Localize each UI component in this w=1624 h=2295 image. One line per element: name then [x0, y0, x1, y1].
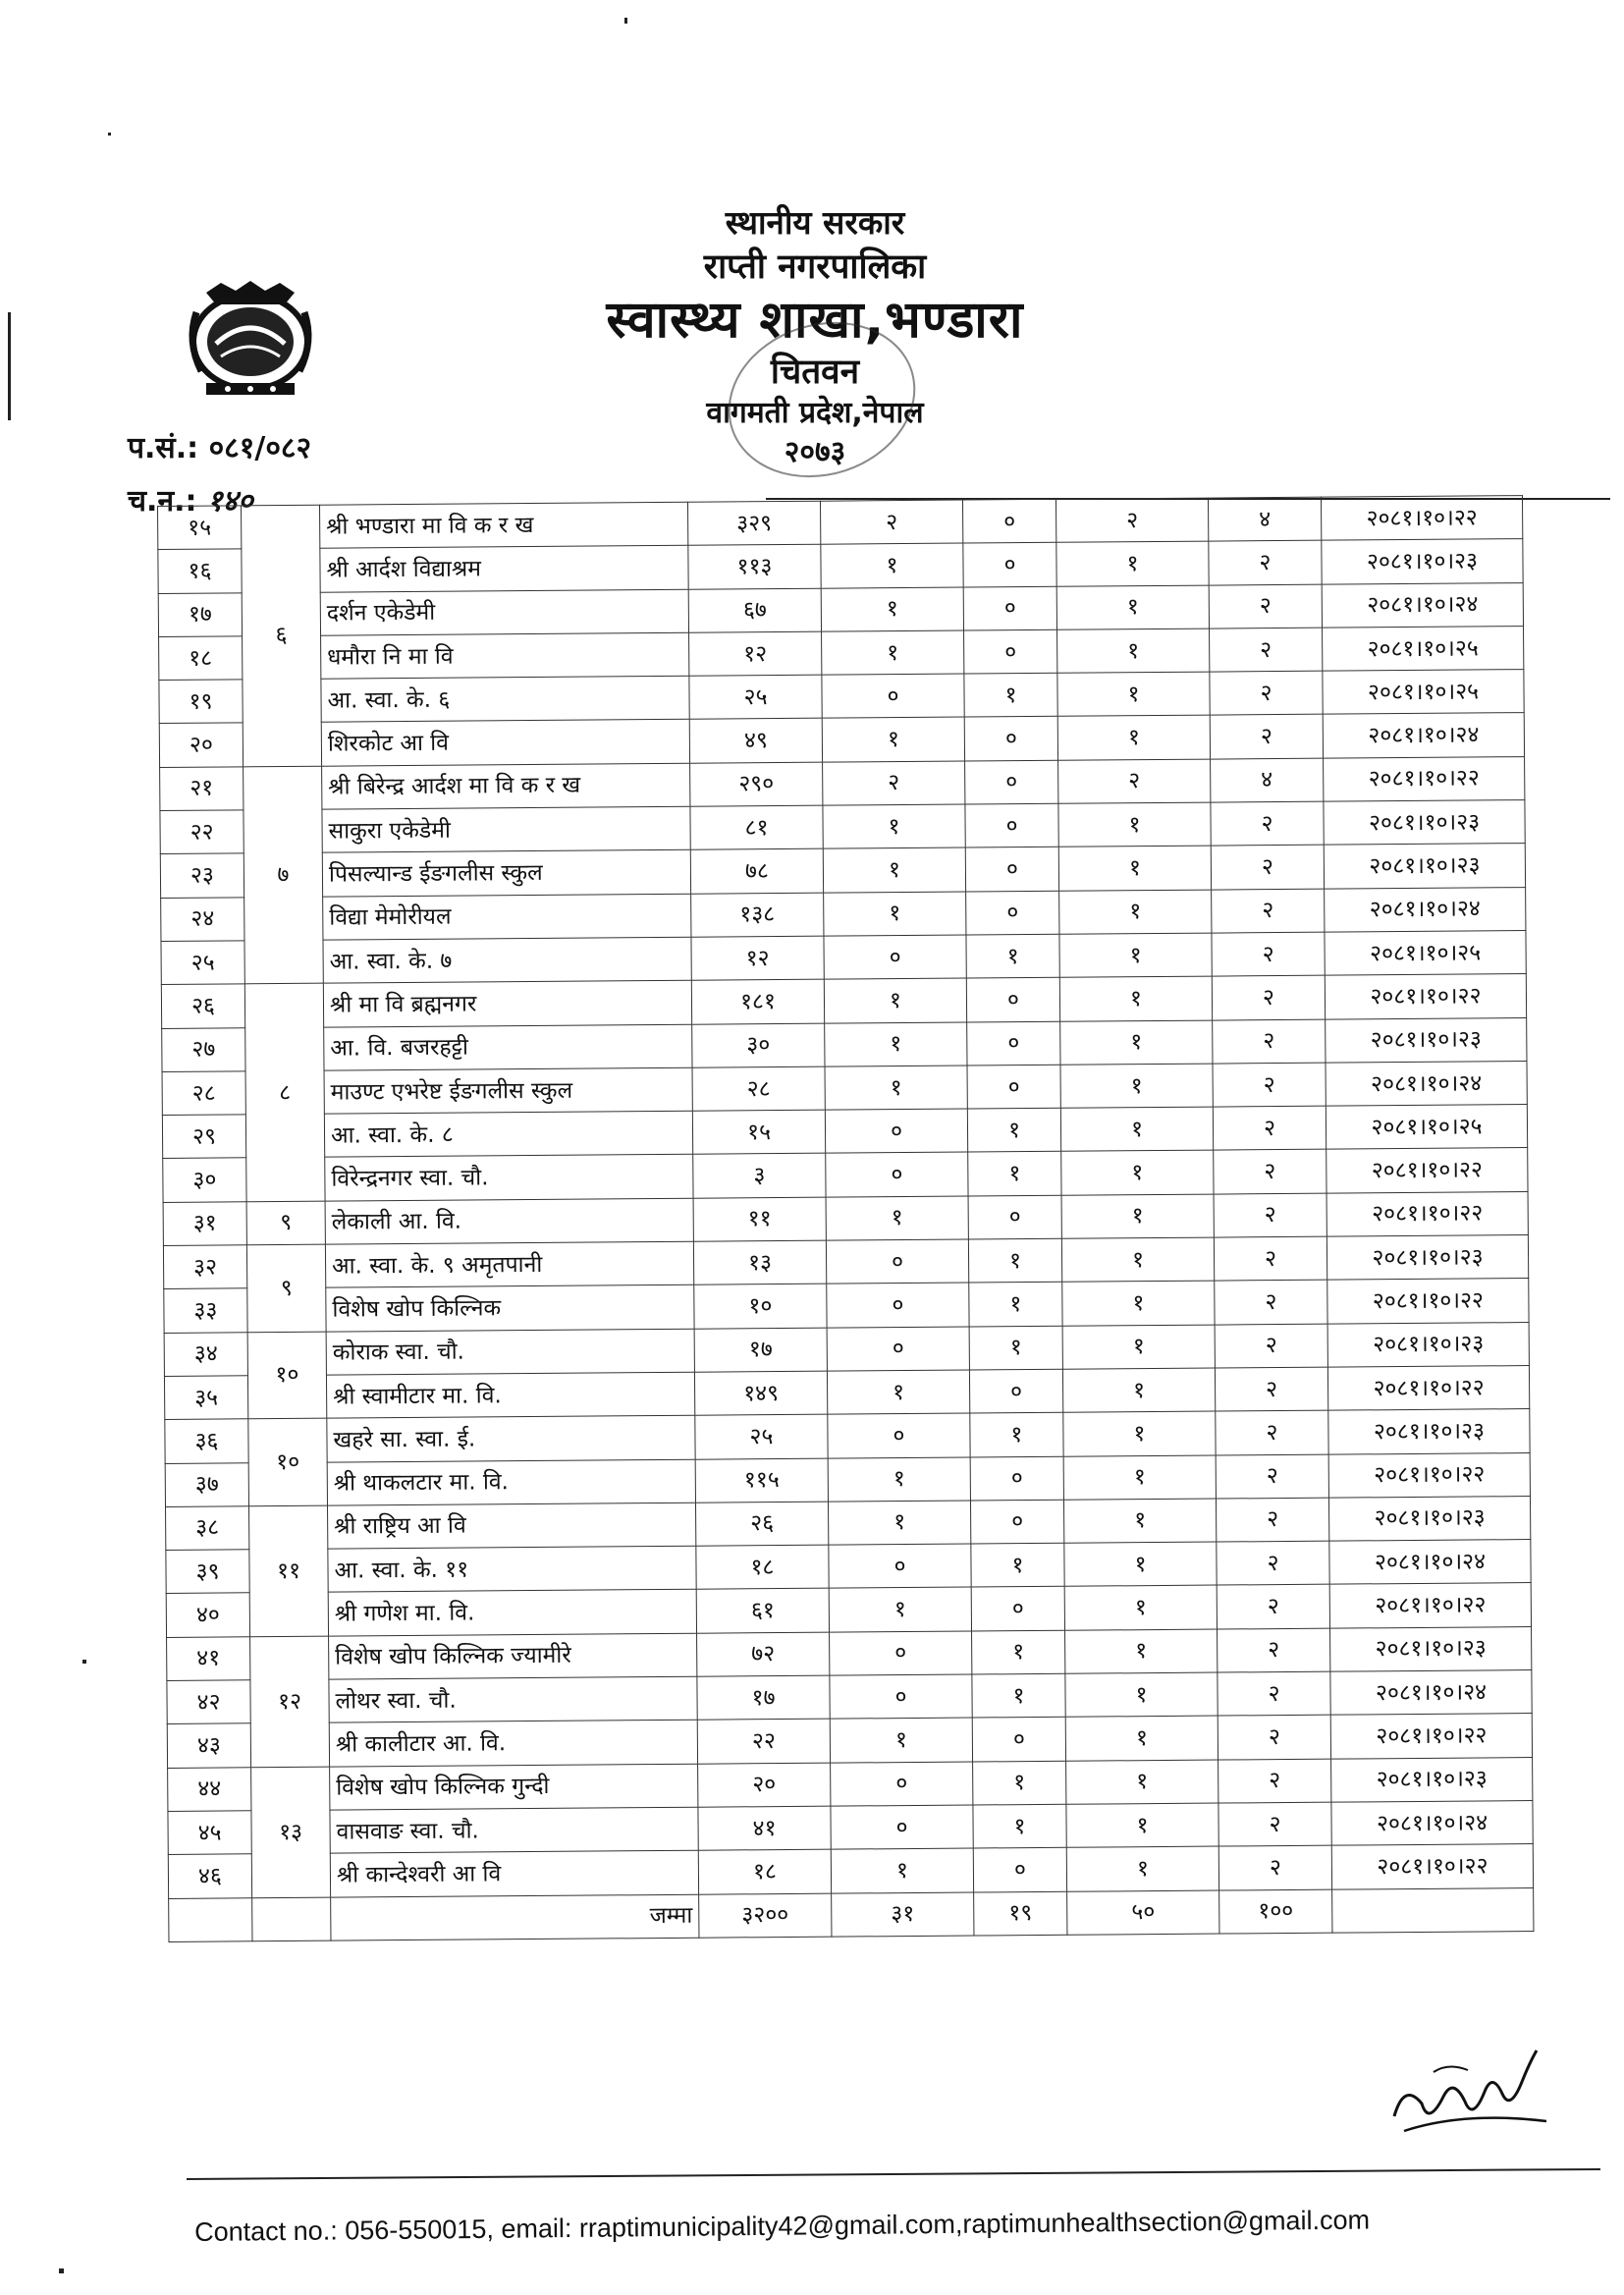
footer-contact: Contact no.: 056-550015, email: rraptimunicipality42@gmail.com,raptimunhealthsection@gmail.com: [194, 2205, 1371, 2247]
quantity-col3-cell: १: [1062, 1281, 1215, 1326]
quantity-col3-cell: १: [1066, 1760, 1218, 1805]
serial-number-cell: ३४: [164, 1332, 247, 1376]
quantity-col1-cell: १: [828, 1501, 970, 1545]
quantity-col4-cell: २: [1212, 975, 1325, 1019]
distribution-date-cell: २०८१।१०।२३: [1322, 539, 1523, 584]
institution-name-cell: श्री स्वामीटार मा. वि.: [326, 1372, 694, 1418]
institution-name-cell: आ. स्वा. के. ८: [324, 1111, 692, 1157]
quantity-col1-cell: १: [823, 847, 965, 892]
distribution-table: [157, 495, 1534, 1942]
distribution-date-cell: २०८१।१०।२४: [1329, 1540, 1531, 1585]
institution-name-cell: आ. वि. बजरहट्टी: [324, 1024, 692, 1070]
total-quantity-cell: ७८: [690, 849, 823, 894]
serial-number-cell: १८: [159, 636, 243, 681]
institution-name-cell: शिरकोट आ वि: [321, 720, 689, 766]
quantity-col3-cell: १: [1063, 1455, 1216, 1501]
distribution-date-cell: २०८१।१०।२२: [1326, 1191, 1528, 1236]
institution-name-cell: श्री कान्देश्वरी आ वि: [330, 1850, 698, 1896]
quantity-col1-cell: १: [823, 804, 965, 848]
total-quantity-cell: १७: [697, 1675, 830, 1720]
distribution-date-cell: २०८१।१०।२२: [1329, 1583, 1531, 1628]
header-province: वागमती प्रदेश,नेपाल: [706, 396, 924, 430]
scan-mark-dot: [82, 1660, 86, 1664]
header-government-level: स्थानीय सरकार: [725, 203, 905, 242]
distribution-date-cell: २०८१।१०।२५: [1325, 931, 1526, 976]
total-quantity-cell: २०: [698, 1763, 831, 1807]
quantity-col3-cell: १: [1058, 846, 1211, 891]
quantity-col3-cell: १: [1057, 628, 1210, 674]
quantity-col4-cell: २: [1211, 801, 1324, 846]
institution-name-cell: विशेष खोप किल्निक ज्यामीरे: [329, 1633, 697, 1679]
serial-number-cell: ४०: [166, 1593, 249, 1637]
quantity-col4-cell: २: [1215, 1324, 1327, 1368]
letter-number-value: ०८१/०८२: [208, 431, 312, 465]
quantity-col1-cell: ०: [824, 935, 966, 979]
distribution-date-cell: २०८१।१०।२४: [1323, 713, 1524, 758]
total-quantity-cell: ११: [693, 1197, 826, 1241]
quantity-col4-cell: २: [1213, 1019, 1326, 1064]
institution-name-cell: विरेन्द्रनगर स्वा. चौ.: [325, 1155, 693, 1201]
quantity-col4-cell: २: [1214, 1193, 1326, 1237]
quantity-col2-cell: १: [969, 1326, 1062, 1370]
distribution-date-cell: २०८१।१०।२३: [1330, 1626, 1532, 1671]
quantity-col1-cell: ०: [831, 1762, 973, 1806]
quantity-col1-cell: ०: [827, 1283, 969, 1327]
quantity-col1-cell: ०: [829, 1544, 971, 1588]
quantity-col1-cell: १: [822, 630, 964, 675]
quantity-col3-cell: १: [1058, 802, 1211, 847]
scan-mark-dot: [59, 2268, 64, 2273]
total-quantity-cell: ६१: [696, 1589, 829, 1633]
quantity-col2-cell: ०: [965, 803, 1058, 847]
total-quantity-cell: २९०: [690, 762, 823, 806]
quantity-col1-cell: ०: [827, 1327, 969, 1371]
distribution-date-cell: २०८१।१०।२४: [1322, 582, 1523, 628]
quantity-col3-cell: १: [1066, 1803, 1218, 1848]
serial-number-cell: १६: [158, 549, 242, 593]
total-quantity-cell: १३: [693, 1240, 826, 1284]
quantity-col4-cell: २: [1210, 671, 1323, 715]
quantity-col2-cell: १: [966, 934, 1059, 978]
distribution-date-cell: २०८१।१०।२३: [1331, 1757, 1533, 1802]
quantity-col4-cell: २: [1217, 1541, 1329, 1585]
dispatch-number-value: १४०: [206, 484, 253, 519]
total-quantity-cell: ३०: [692, 1023, 825, 1067]
quantity-col4-cell: २: [1210, 715, 1323, 759]
distribution-date-cell: २०८१।१०।२२: [1331, 1844, 1533, 1889]
quantity-col2-cell: १: [968, 1152, 1061, 1196]
distribution-date-cell: २०८१।१०।२४: [1325, 887, 1526, 932]
distribution-date-cell: २०८१।१०।२३: [1324, 800, 1525, 846]
totals-row: [169, 1887, 1534, 1941]
serial-number-cell: २३: [160, 853, 244, 898]
serial-number-cell: ३७: [165, 1462, 248, 1506]
quantity-col2-cell: १: [972, 1630, 1065, 1674]
institution-name-cell: श्री राष्ट्रिय आ वि: [328, 1503, 696, 1549]
quantity-col4-cell: २: [1209, 540, 1322, 584]
quantity-col2-cell: १: [972, 1673, 1065, 1718]
quantity-col1-cell: १: [828, 1457, 970, 1502]
quantity-col4-cell: २: [1218, 1845, 1331, 1889]
quantity-col3-cell: १: [1057, 716, 1210, 761]
total-quantity-cell: १८१: [691, 979, 824, 1023]
serial-number-cell: २८: [162, 1071, 245, 1116]
serial-number-cell: ४३: [167, 1723, 250, 1768]
quantity-col2-cell: ०: [971, 1587, 1064, 1631]
quantity-col1-cell: १: [824, 892, 966, 936]
serial-number-cell: २०: [159, 723, 243, 767]
quantity-col3-cell: १: [1059, 933, 1212, 978]
quantity-col3-cell: १: [1060, 1020, 1213, 1066]
ward-number-cell: १२: [250, 1636, 330, 1768]
distribution-date-cell: २०८१।१०।२३: [1326, 1017, 1527, 1063]
quantity-col2-cell: ०: [966, 978, 1059, 1022]
quantity-col1-cell: ०: [822, 674, 964, 718]
quantity-col3-cell: १: [1057, 672, 1210, 717]
scan-mark-left-edge: [8, 312, 11, 420]
institution-name-cell: माउण्ट एभरेष्ट ईङगलीस स्कुल: [324, 1067, 692, 1114]
quantity-col4-cell: २: [1214, 1150, 1326, 1194]
total-quantity-cell: १८: [696, 1545, 829, 1589]
institution-name-cell: श्री भण्डारा मा वि क र ख: [319, 502, 687, 548]
quantity-col4-cell: २: [1215, 1367, 1327, 1411]
distribution-date-cell: २०८१।१०।२२: [1327, 1365, 1529, 1410]
quantity-col2-cell: ०: [964, 629, 1057, 674]
quantity-col3-cell: २: [1056, 498, 1208, 543]
quantity-col1-cell: ०: [831, 1805, 973, 1849]
institution-name-cell: श्री मा वि ब्रह्मनगर: [323, 981, 691, 1027]
signature-icon: [1375, 2043, 1561, 2151]
total-col2-cell: १९: [974, 1891, 1067, 1936]
scan-mark-dot: [624, 18, 627, 24]
institution-name-cell: आ. स्वा. के. ६: [321, 676, 689, 722]
quantity-col2-cell: ०: [963, 586, 1056, 630]
total-col1-cell: ३१: [832, 1892, 974, 1937]
total-quantity-cell: ३२९: [687, 501, 820, 545]
total-quantity-cell: ४१: [698, 1806, 831, 1850]
quantity-col1-cell: ०: [826, 1152, 968, 1196]
distribution-date-cell: २०८१।१०।२४: [1326, 1061, 1527, 1106]
quantity-col4-cell: २: [1218, 1802, 1331, 1846]
distribution-date-cell: २०८१।१०।२२: [1325, 974, 1526, 1019]
total-quantity-cell: ८१: [690, 805, 823, 849]
institution-name-cell: श्री गणेश मा. वि.: [328, 1590, 696, 1636]
grand-total-cell: ३२००: [699, 1893, 832, 1938]
total-quantity-cell: १५: [692, 1110, 825, 1154]
total-col3-cell: ५०: [1067, 1890, 1219, 1936]
quantity-col1-cell: १: [831, 1848, 973, 1892]
serial-number-cell: ३५: [164, 1376, 247, 1420]
distribution-date-cell: २०८१।१०।२३: [1326, 1235, 1528, 1281]
quantity-col2-cell: ०: [965, 847, 1058, 892]
quantity-col4-cell: २: [1216, 1410, 1328, 1454]
quantity-col3-cell: १: [1056, 585, 1209, 630]
quantity-col1-cell: १: [821, 587, 963, 631]
serial-number-cell: ३३: [164, 1288, 247, 1333]
total-quantity-cell: २५: [695, 1414, 828, 1458]
quantity-col1-cell: १: [827, 1370, 969, 1414]
total-quantity-cell: २८: [692, 1066, 825, 1111]
institution-name-cell: वासवाङ स्वा. चौ.: [330, 1807, 698, 1853]
institution-name-cell: लोथर स्वा. चौ.: [329, 1676, 697, 1722]
scan-mark-dot: [108, 133, 111, 136]
government-emblem-icon: [177, 273, 324, 406]
quantity-col4-cell: २: [1213, 1063, 1326, 1107]
institution-name-cell: धमौरा नि मा वि: [321, 632, 689, 679]
distribution-date-cell: २०८१।१०।२४: [1330, 1670, 1532, 1716]
quantity-col4-cell: २: [1209, 584, 1322, 628]
quantity-col1-cell: १: [822, 718, 964, 762]
quantity-col3-cell: १: [1059, 890, 1212, 935]
institution-name-cell: पिसल्यान्ड ईङगलीस स्कुल: [322, 850, 690, 897]
total-quantity-cell: ११३: [688, 544, 821, 588]
letter-number-line: [128, 422, 311, 475]
serial-number-cell: २६: [161, 984, 244, 1028]
serial-number-cell: २७: [162, 1027, 245, 1071]
quantity-col4-cell: २: [1218, 1759, 1331, 1803]
totals-empty-cell: [1332, 1887, 1534, 1933]
quantity-col2-cell: १: [973, 1761, 1066, 1805]
quantity-col4-cell: २: [1213, 1106, 1326, 1150]
quantity-col3-cell: १: [1065, 1716, 1218, 1761]
quantity-col4-cell: २: [1217, 1585, 1329, 1629]
quantity-col1-cell: ०: [830, 1674, 972, 1719]
total-quantity-cell: १२: [689, 631, 822, 676]
institution-name-cell: साकुरा एकेडेमी: [322, 806, 690, 852]
letter-number-label: प.सं.:: [128, 431, 199, 465]
quantity-col1-cell: १: [826, 1196, 968, 1240]
total-quantity-cell: ७२: [697, 1632, 830, 1676]
quantity-col1-cell: २: [823, 761, 965, 805]
serial-number-cell: २५: [161, 941, 244, 985]
serial-number-cell: १७: [158, 592, 242, 636]
quantity-col3-cell: १: [1060, 1064, 1213, 1109]
header-municipality: राप्ती नगरपालिका: [703, 247, 927, 287]
quantity-col4-cell: ४: [1211, 758, 1324, 802]
quantity-col3-cell: १: [1061, 1237, 1214, 1283]
total-quantity-cell: २५: [689, 675, 822, 719]
header-established-year: २०७३: [784, 435, 846, 469]
quantity-col4-cell: २: [1212, 932, 1325, 976]
ward-number-cell: ८: [244, 983, 325, 1201]
serial-number-cell: ३६: [165, 1419, 248, 1463]
ward-number-cell: १०: [248, 1418, 328, 1505]
total-quantity-cell: १२: [691, 936, 824, 980]
quantity-col3-cell: १: [1065, 1672, 1218, 1718]
serial-number-cell: ३०: [163, 1158, 246, 1202]
serial-number-cell: ४६: [168, 1854, 251, 1898]
institution-name-cell: लेकाली आ. वि.: [325, 1198, 693, 1244]
quantity-col2-cell: ०: [968, 1195, 1061, 1239]
serial-number-cell: ३८: [166, 1506, 249, 1551]
institution-name-cell: आ. स्वा. के. ११: [328, 1546, 696, 1592]
serial-number-cell: २४: [161, 897, 244, 941]
institution-name-cell: विशेष खोप किल्निक: [326, 1285, 694, 1332]
institution-name-cell: श्री आर्दश विद्याश्रम: [320, 546, 688, 592]
total-quantity-cell: ६७: [688, 588, 821, 632]
quantity-col3-cell: १: [1063, 1499, 1216, 1544]
quantity-col1-cell: ०: [825, 1109, 967, 1153]
distribution-date-cell: २०८१।१०।२५: [1323, 626, 1524, 671]
header-district: चितवन: [770, 353, 860, 392]
quantity-col2-cell: १: [969, 1283, 1062, 1327]
distribution-date-cell: २०८१।१०।२३: [1328, 1496, 1530, 1541]
serial-number-cell: ३९: [166, 1550, 249, 1594]
quantity-col3-cell: १: [1064, 1585, 1217, 1630]
total-quantity-cell: १०: [694, 1284, 827, 1329]
quantity-col2-cell: १: [970, 1413, 1063, 1457]
quantity-col3-cell: २: [1058, 759, 1211, 804]
total-quantity-cell: ११५: [695, 1458, 828, 1503]
quantity-col2-cell: १: [971, 1543, 1064, 1587]
quantity-col2-cell: ०: [967, 1021, 1060, 1066]
quantity-col3-cell: १: [1060, 1107, 1213, 1152]
quantity-col2-cell: ०: [966, 891, 1059, 935]
quantity-col4-cell: २: [1215, 1281, 1327, 1325]
serial-number-cell: १९: [159, 680, 243, 724]
quantity-col3-cell: १: [1061, 1151, 1214, 1196]
quantity-col1-cell: १: [830, 1718, 972, 1762]
quantity-col3-cell: १: [1056, 541, 1209, 586]
ward-number-cell: १३: [251, 1767, 331, 1898]
quantity-col2-cell: ०: [972, 1718, 1065, 1762]
quantity-col4-cell: २: [1216, 1454, 1328, 1499]
quantity-col2-cell: ०: [973, 1847, 1066, 1891]
institution-name-cell: कोराक स्वा. चौ.: [326, 1329, 694, 1375]
quantity-col3-cell: १: [1063, 1411, 1216, 1456]
quantity-col1-cell: ०: [826, 1239, 968, 1284]
quantity-col4-cell: २: [1212, 889, 1325, 933]
quantity-col2-cell: १: [964, 673, 1057, 717]
total-quantity-cell: ४९: [689, 719, 822, 763]
institution-name-cell: विद्या मेमोरीयल: [323, 894, 691, 940]
serial-number-cell: ३२: [163, 1245, 246, 1289]
totals-empty-cell: [252, 1897, 331, 1941]
distribution-date-cell: २०८१।१०।२५: [1326, 1105, 1527, 1150]
institution-name-cell: आ. स्वा. के. ९ अमृतपानी: [325, 1241, 693, 1287]
total-col4-cell: १००: [1219, 1889, 1332, 1934]
ward-number-cell: ९: [246, 1201, 325, 1245]
institution-name-cell: खहरे सा. स्वा. ई.: [327, 1415, 695, 1461]
distribution-date-cell: २०८१।१०।२३: [1328, 1409, 1530, 1454]
institution-name-cell: श्री बिरेन्द्र आर्दश मा वि क र ख: [322, 763, 690, 809]
quantity-col2-cell: १: [968, 1238, 1061, 1283]
serial-number-cell: ४५: [168, 1811, 251, 1855]
totals-empty-cell: [169, 1897, 252, 1941]
quantity-col4-cell: २: [1211, 846, 1324, 890]
total-quantity-cell: १३८: [691, 893, 824, 937]
quantity-col1-cell: २: [820, 500, 962, 544]
quantity-col1-cell: १: [825, 1022, 967, 1066]
quantity-col2-cell: ०: [964, 717, 1057, 761]
quantity-col1-cell: १: [825, 1066, 967, 1110]
quantity-col2-cell: १: [967, 1108, 1060, 1152]
quantity-col2-cell: ०: [969, 1369, 1062, 1413]
serial-number-cell: ४४: [168, 1767, 251, 1811]
quantity-col4-cell: २: [1216, 1498, 1328, 1542]
institution-name-cell: श्री कालीटार आ. वि.: [329, 1721, 697, 1767]
quantity-col2-cell: ०: [970, 1456, 1063, 1501]
quantity-col4-cell: २: [1218, 1671, 1330, 1716]
serial-number-cell: ३१: [163, 1202, 246, 1246]
quantity-col2-cell: १: [973, 1804, 1066, 1848]
distribution-date-cell: २०८१।१०।२२: [1326, 1148, 1528, 1193]
ward-number-cell: ७: [244, 766, 324, 984]
quantity-col4-cell: २: [1214, 1236, 1326, 1281]
quantity-col2-cell: ०: [963, 543, 1056, 587]
ward-number-cell: ६: [242, 505, 322, 766]
quantity-col3-cell: १: [1065, 1629, 1218, 1674]
quantity-col1-cell: १: [829, 1587, 971, 1631]
distribution-date-cell: २०८१।१०।२३: [1327, 1322, 1529, 1367]
serial-number-cell: २२: [160, 810, 244, 854]
ward-number-cell: ११: [249, 1505, 329, 1637]
distribution-date-cell: २०८१।१०।२४: [1331, 1800, 1533, 1845]
quantity-col2-cell: ०: [970, 1500, 1063, 1544]
total-quantity-cell: २२: [697, 1719, 830, 1763]
distribution-date-cell: २०८१।१०।२२: [1324, 756, 1525, 801]
quantity-col3-cell: १: [1066, 1846, 1218, 1891]
quantity-col2-cell: ०: [965, 760, 1058, 804]
quantity-col3-cell: १: [1062, 1368, 1215, 1413]
distribution-date-cell: २०८१।१०।२२: [1321, 496, 1522, 541]
institution-name-cell: दर्शन एकेडेमी: [320, 589, 688, 635]
total-quantity-cell: १४९: [694, 1371, 827, 1415]
footer-divider: [187, 2168, 1600, 2180]
quantity-col4-cell: २: [1210, 628, 1323, 672]
distribution-date-cell: २०८१।१०।२५: [1323, 670, 1524, 715]
distribution-date-cell: २०८१।१०।२२: [1330, 1714, 1532, 1759]
quantity-col1-cell: १: [821, 543, 963, 587]
quantity-col3-cell: १: [1064, 1542, 1217, 1587]
total-quantity-cell: ३: [693, 1154, 826, 1198]
quantity-col2-cell: ०: [967, 1065, 1060, 1109]
distribution-date-cell: २०८१।१०।२२: [1328, 1452, 1530, 1498]
institution-name-cell: विशेष खोप किल्निक गुन्दी: [330, 1764, 698, 1810]
serial-number-cell: ४१: [167, 1637, 250, 1681]
total-quantity-cell: १८: [698, 1849, 831, 1893]
quantity-col2-cell: ०: [962, 499, 1056, 543]
dispatch-number-label: च.न.:: [128, 484, 197, 519]
quantity-col4-cell: ४: [1208, 497, 1321, 541]
header-office-name: स्वास्थ्य शाखा,भण्डारा: [606, 291, 1024, 350]
distribution-date-cell: २०८१।१०।२२: [1327, 1279, 1529, 1324]
distribution-table-body: [158, 496, 1534, 1942]
quantity-col4-cell: २: [1218, 1715, 1330, 1759]
serial-number-cell: २९: [162, 1115, 245, 1159]
serial-number-cell: २१: [160, 767, 244, 811]
distribution-date-cell: २०८१।१०।२३: [1324, 844, 1525, 889]
quantity-col3-cell: १: [1061, 1194, 1214, 1239]
quantity-col3-cell: १: [1062, 1325, 1215, 1370]
ward-number-cell: १०: [247, 1332, 327, 1419]
quantity-col4-cell: २: [1218, 1628, 1330, 1672]
serial-number-cell: १५: [158, 506, 242, 550]
institution-name-cell: श्री थाकलटार मा. वि.: [327, 1459, 695, 1505]
quantity-col3-cell: १: [1059, 976, 1212, 1021]
serial-number-cell: ४२: [167, 1680, 250, 1724]
quantity-col1-cell: ०: [830, 1631, 972, 1675]
institution-name-cell: आ. स्वा. के. ७: [323, 937, 691, 983]
ward-number-cell: ९: [246, 1244, 326, 1332]
quantity-col1-cell: १: [824, 978, 966, 1022]
total-quantity-cell: १७: [694, 1328, 827, 1372]
quantity-col1-cell: ०: [828, 1413, 970, 1457]
total-quantity-cell: २६: [695, 1502, 828, 1546]
totals-label-cell: जम्मा: [331, 1894, 699, 1940]
